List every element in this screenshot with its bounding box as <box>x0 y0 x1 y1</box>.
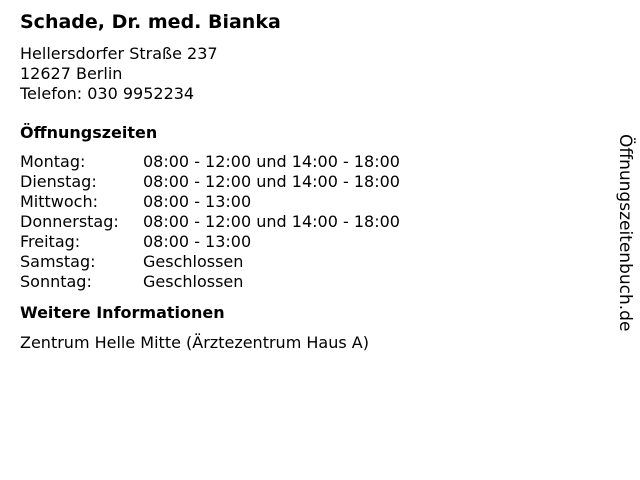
hours-row-friday <box>20 232 600 252</box>
day-label: Montag: <box>20 152 86 171</box>
day-hours: 08:00 - 13:00 <box>143 232 252 251</box>
hours-row-tuesday <box>20 172 600 192</box>
site-watermark: Öffnungszeitenbuch.de <box>615 134 635 332</box>
hours-heading: Öffnungszeiten <box>20 123 158 142</box>
info-text: Zentrum Helle Mitte (Ärztezentrum Haus A) <box>20 333 369 352</box>
day-label: Dienstag: <box>20 172 97 191</box>
day-hours: 08:00 - 13:00 <box>143 192 252 211</box>
address-street: Hellersdorfer Straße 237 <box>20 44 218 63</box>
practice-card <box>20 10 600 353</box>
day-label: Donnerstag: <box>20 212 119 231</box>
day-hours: Geschlossen <box>143 252 244 271</box>
hours-table <box>20 152 600 292</box>
day-label: Freitag: <box>20 232 81 251</box>
hours-row-thursday <box>20 212 600 232</box>
day-label: Samstag: <box>20 252 96 271</box>
hours-row-wednesday <box>20 192 600 212</box>
hours-row-sunday <box>20 272 600 292</box>
info-heading: Weitere Informationen <box>20 303 225 322</box>
hours-row-monday <box>20 152 600 172</box>
day-hours: 08:00 - 12:00 und 14:00 - 18:00 <box>143 172 400 191</box>
practice-name: Schade, Dr. med. Bianka <box>20 11 281 33</box>
day-label: Sonntag: <box>20 272 92 291</box>
day-hours: Geschlossen <box>143 272 244 291</box>
day-hours: 08:00 - 12:00 und 14:00 - 18:00 <box>143 152 400 171</box>
address-city: 12627 Berlin <box>20 64 123 83</box>
phone-number: Telefon: 030 9952234 <box>20 84 195 103</box>
day-hours: 08:00 - 12:00 und 14:00 - 18:00 <box>143 212 400 231</box>
hours-row-saturday <box>20 252 600 272</box>
day-label: Mittwoch: <box>20 192 98 211</box>
